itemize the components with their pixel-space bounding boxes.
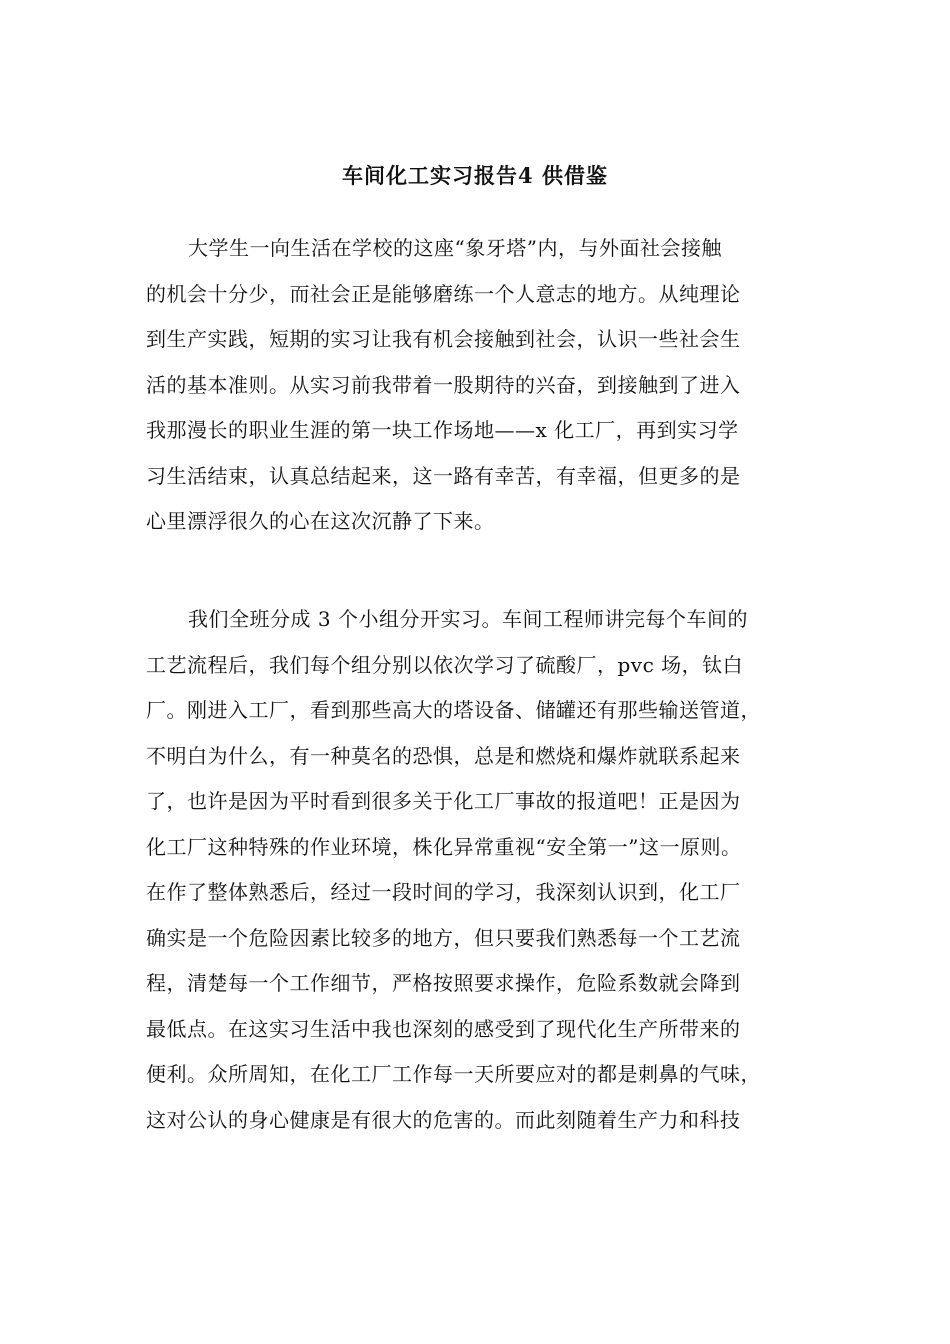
paragraph-1 <box>146 226 806 545</box>
paragraph-2 <box>146 597 806 1143</box>
text-line: 了，也许是因为平时看到很多关于化工厂事故的报道吧！正是因为 <box>146 789 741 813</box>
text-line: 我那漫长的职业生涯的第一块工作场地——x 化工厂，再到实习学 <box>146 418 739 442</box>
text-line: 便利。众所周知，在化工厂工作每一天所要应对的都是刺鼻的气味， <box>146 1062 761 1086</box>
page-title: 车间化工实习报告4 供借鉴 <box>342 163 608 188</box>
text-line: 不明白为什么，有一种莫名的恐惧，总是和燃烧和爆炸就联系起来 <box>146 743 741 768</box>
text-line: 到生产实践，短期的实习让我有机会接触到社会，认识一些社会生 <box>146 327 741 351</box>
text-line: 在作了整体熟悉后，经过一段时间的学习，我深刻认识到，化工厂 <box>146 880 741 904</box>
text-line: 确实是一个危险因素比较多的地方，但只要我们熟悉每一个工艺流 <box>146 925 741 950</box>
text-line: 程，清楚每一个工作细节，严格按照要求操作，危险系数就会降到 <box>146 971 741 995</box>
text-line: 这对公认的身心健康是有很大的危害的。而此刻随着生产力和科技 <box>146 1107 741 1132</box>
text-line: 工艺流程后，我们每个组分别以依次学习了硫酸厂，pvc 场，钛白 <box>146 652 744 677</box>
text-line: 活的基本准则。从实习前我带着一股期待的兴奋，到接触到了进入 <box>146 372 741 397</box>
text-line: 厂。刚进入工厂，看到那些高大的塔设备、储罐还有那些输送管道， <box>146 698 761 722</box>
text-line: 心里漂浮很久的心在这次沉静了下来。 <box>146 509 495 533</box>
text-line: 我们全班分成 3 个小组分开实习。车间工程师讲完每个车间的 <box>188 607 748 631</box>
text-line: 最低点。在这实习生活中我也深刻的感受到了现代化生产所带来的 <box>146 1016 741 1041</box>
text-line: 大学生一向生活在学校的这座“象牙塔”内，与外面社会接触 <box>188 236 722 260</box>
text-line: 化工厂这种特殊的作业环境，株化异常重视“安全第一”这一原则。 <box>146 834 742 859</box>
text-line: 习生活结束，认真总结起来，这一路有幸苦，有幸福，但更多的是 <box>146 463 741 488</box>
text-line: 的机会十分少，而社会正是能够磨练一个人意志的地方。从纯理论 <box>146 281 741 306</box>
